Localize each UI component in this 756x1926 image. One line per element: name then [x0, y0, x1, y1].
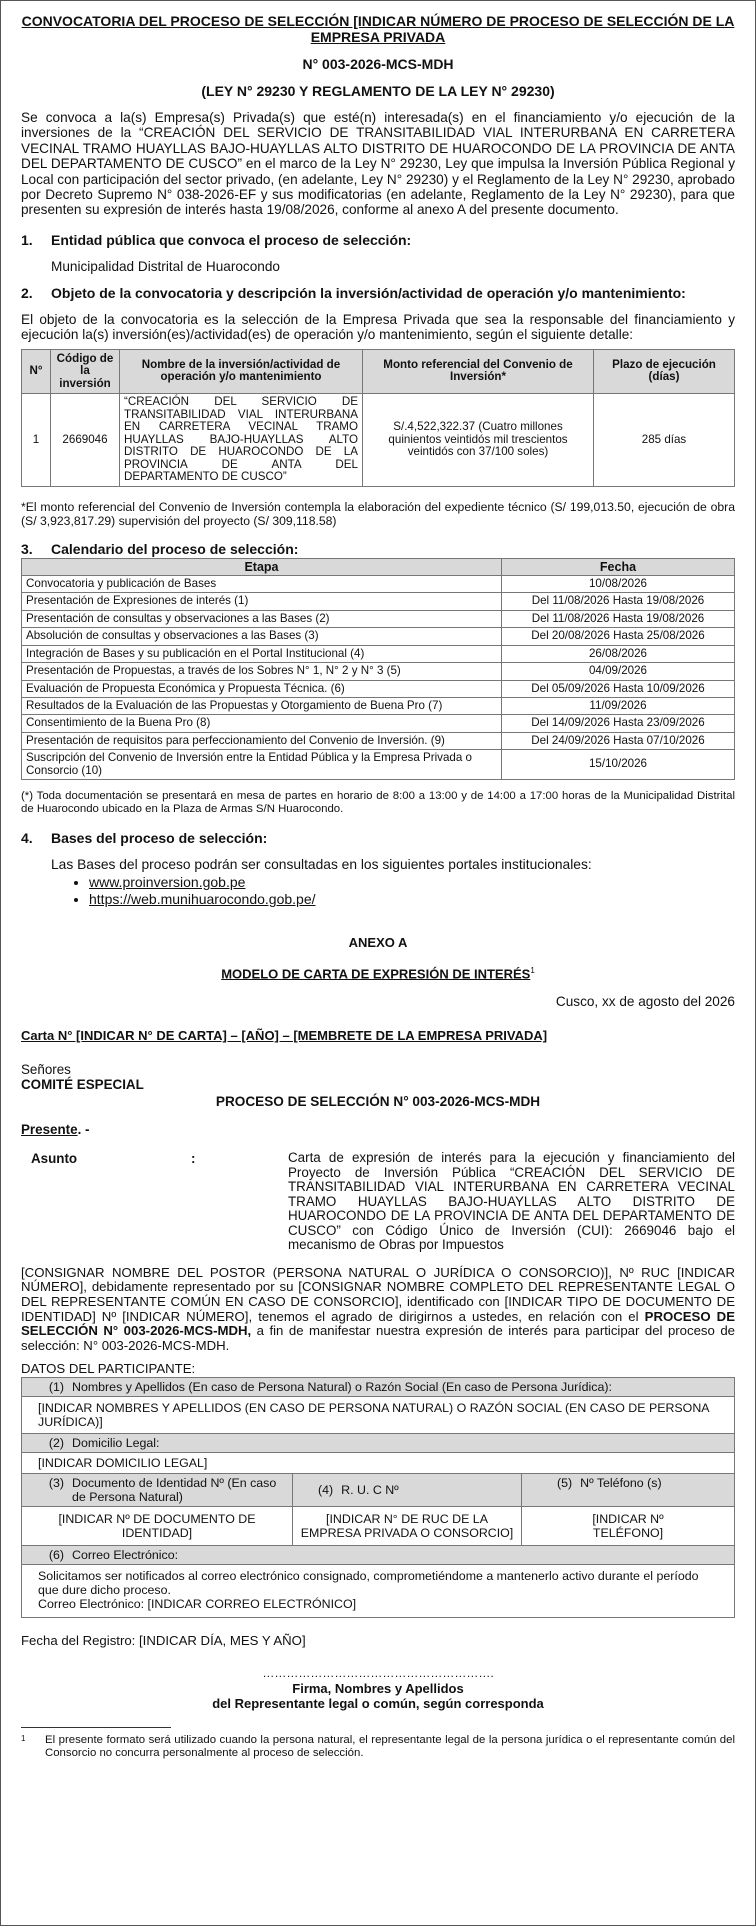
participant-row [22, 1378, 735, 1397]
participant-row [22, 1474, 735, 1507]
field-label: Nº Teléfono (s) [580, 1476, 662, 1491]
field-3-label-cell [22, 1474, 293, 1507]
intro-paragraph: Se convoca a la(s) Empresa(s) Privada(s) que esté(n) interesada(s) en el financiamiento y/o ejecución de la inversiones de la “CREACIÓN DEL SERVICIO DE TRANSITABILIDAD VIAL INTERURBANA EN CARRETERA VECINAL TRAMO HUAYLLAS BAJO-HUAYLLAS ALTO DISTRITO DE HUAROCONDO DE LA PROVINCIA DE ANTA DEL DEPARTAMENTO DE CUSCO” en el marco de la Ley N° 29230, Ley que impulsa la Inversión Pública Regional y Local con participación del sector privado, (en adelante, Ley N° 29230) y el Reglamento de la Ley N° 29230, aprobado por Decreto Supremo N° 038-2026-EF y sus modificatorias (en adelante, Reglamento de la Ley N° 29230), para que presenten su expresión de interés hasta 19/08/2026, conforme al anexo A del presente documento. [21, 110, 735, 218]
asunto-colon: : [191, 1151, 196, 1167]
field-3-value: [INDICAR Nº DE DOCUMENTO DE IDENTIDAD] [22, 1507, 293, 1546]
calendar-rows [22, 576, 735, 780]
cell-date: Del 24/09/2026 Hasta 07/10/2026 [502, 732, 735, 749]
signature-role: del Representante legal o común, según corresponda [212, 1696, 544, 1712]
field-number: (3) [48, 1476, 64, 1491]
asunto-block [21, 1151, 735, 1253]
document-title: CONVOCATORIA DEL PROCESO DE SELECCIÓN [INDICAR NÚMERO DE PROCESO DE SELECCIÓN DE LA EMPRESA PRIVADA [21, 13, 735, 45]
section-4-heading [21, 830, 735, 846]
cell-term: 285 días [594, 394, 735, 487]
table-row [22, 593, 735, 610]
salutation: Señores [21, 1062, 71, 1078]
table-header-row [22, 558, 735, 575]
field-6-label [27, 1548, 729, 1562]
asunto-text: Carta de expresión de interés para la ejecución y financiamiento del Proyecto de Inversión Pública “CREACIÓN DEL SERVICIO DE TRANSITABILIDAD VIAL INTERURBANA EN CARRETERA VECINAL TRAMO HUAYLLAS BAJO-HUAYLLAS ALTO DISTRITO DE HUAROCONDO DE LA PROVINCIA DE ANTA DEL DEPARTAMENTO DE CUSCO” con Código Único de Inversión (CUI): 2669046 bajo el mecanismo de Obras por Impuestos [288, 1150, 735, 1253]
col-number: N° [22, 349, 51, 394]
participant-row [22, 1453, 735, 1474]
col-amount: Monto referencial del Convenio de Inversión* [363, 349, 594, 394]
field-6-value-cell [22, 1565, 735, 1618]
section-number: 2. [21, 284, 33, 301]
cell-stage: Resultados de la Evaluación de las Propuestas y Otorgamiento de Buena Pro (7) [22, 697, 502, 714]
col-term: Plazo de ejecución (días) [594, 349, 735, 394]
section-2-heading [21, 285, 735, 301]
cell-stage: Integración de Bases y su publicación en el Portal Institucional (4) [22, 645, 502, 662]
cell-date: 11/09/2026 [502, 697, 735, 714]
field-label: Correo Electrónico: [72, 1548, 179, 1563]
place-date: Cusco, xx de agosto del 2026 [555, 994, 735, 1010]
letter-body-part-a: [CONSIGNAR NOMBRE DEL POSTOR (PERSONA NATURAL O JURÍDICA O CONSORCIO)], Nº RUC [INDICAR NÚMERO], debidamente representado por su [CONSIGNAR NOMBRE COMPLETO DEL REPRESENTANTE LEGAL O DEL REPRESENTANTE COMÚN EN CASO DE CONSORCIO], identificado con [INDICAR TIPO DE DOCUMENTO DE IDENTIDAD] Nº [INDICAR NÚMERO], tenemos el agrado de dirigirnos a ustedes, en relación con el [21, 1264, 735, 1324]
participant-row [22, 1565, 735, 1618]
footnote-text: El presente formato será utilizado cuando la persona natural, el representante legal de la persona jurídica o el representante común del Consorcio no concurra personalmente al proceso de selección. [45, 1734, 735, 1760]
cell-code: 2669046 [51, 394, 120, 487]
table-header-row [22, 349, 735, 394]
cell-amount: S/.4,522,322.37 (Cuatro millones quinientos veintidós mil trescientos veintidós con 37/100 soles) [363, 394, 594, 487]
cell-date: Del 20/08/2026 Hasta 25/08/2026 [502, 628, 735, 645]
field-5-label [527, 1476, 729, 1490]
section-4-body: Las Bases del proceso podrán ser consultadas en los siguientes portales institucionales: [51, 856, 592, 872]
col-stage: Etapa [22, 558, 502, 575]
law-reference: (LEY N° 29230 Y REGLAMENTO DE LA LEY N° 29230) [201, 83, 555, 99]
cell-stage: Absolución de consultas y observaciones a las Bases (3) [22, 628, 502, 645]
cell-stage: Presentación de requisitos para perfeccionamiento del Convenio de Inversión. (9) [22, 732, 502, 749]
cell-stage: Evaluación de Propuesta Económica y Propuesta Técnica. (6) [22, 680, 502, 697]
footnote-marker: 1 [530, 965, 535, 975]
list-item [89, 891, 735, 908]
cell-number: 1 [22, 394, 51, 487]
section-1-heading [21, 232, 735, 248]
cell-stage: Presentación de consultas y observaciones a las Bases (2) [22, 610, 502, 627]
field-5-value: [INDICAR Nº TELÉFONO] [522, 1507, 735, 1546]
section-title: Objeto de la convocatoria y descripción la inversión/actividad de operación y/o mantenimiento: [51, 284, 686, 301]
cell-stage: Suscripción del Convenio de Inversión entre la Entidad Pública y la Empresa Privada o Consorcio (10) [22, 750, 502, 780]
cell-date: 04/09/2026 [502, 663, 735, 680]
participant-row [22, 1397, 735, 1434]
field-5-label-cell [522, 1474, 735, 1507]
field-2-label [27, 1436, 729, 1450]
col-date: Fecha [502, 558, 735, 575]
col-name: Nombre de la inversión/actividad de operación y/o mantenimiento [120, 349, 363, 394]
field-label: R. U. C Nº [341, 1483, 399, 1498]
cell-date: 10/08/2026 [502, 576, 735, 593]
cell-stage: Convocatoria y publicación de Bases [22, 576, 502, 593]
presente-line [21, 1122, 735, 1137]
munihuarocondo-link[interactable]: https://web.munihuarocondo.gob.pe/ [89, 890, 316, 907]
letter-reference: Carta N° [INDICAR N° DE CARTA] – [AÑO] – [MEMBRETE DE LA EMPRESA PRIVADA] [21, 1028, 548, 1044]
field-number: (6) [48, 1548, 64, 1563]
table-row [22, 715, 735, 732]
field-number: (1) [48, 1380, 64, 1395]
section-2-body: El objeto de la convocatoria es la selección de la Empresa Privada que sea la responsable del financiamiento y ejecución la(s) inversión(es)/actividad(es) de operación y/o mantenimiento, según el siguiente detalle: [21, 311, 735, 343]
asunto-label: Asunto [31, 1151, 78, 1167]
email-commitment: Solicitamos ser notificados al correo electrónico consignado, comprometiéndome a mantenerlo activo durante el período que dure dicho proceso. [38, 1569, 699, 1598]
table-row [22, 394, 735, 487]
presente-text: Presente [21, 1122, 78, 1138]
field-label: Documento de Identidad Nº (En caso de Persona Natural) [72, 1476, 277, 1505]
participant-table [21, 1377, 735, 1618]
participant-heading: DATOS DEL PARTICIPANTE: [21, 1361, 196, 1377]
signature-name: Firma, Nombres y Apellidos [292, 1681, 464, 1697]
cell-stage: Presentación de Expresiones de interés (1) [22, 593, 502, 610]
field-4-value: [INDICAR N° DE RUC DE LA EMPRESA PRIVADA O CONSORCIO] [293, 1507, 522, 1546]
field-1-label [27, 1380, 729, 1394]
field-3-label [27, 1476, 287, 1504]
process-number: N° 003-2026-MCS-MDH [302, 56, 454, 72]
calendar-table [21, 558, 735, 780]
section-title: Bases del proceso de selección: [51, 829, 268, 846]
table-row [22, 663, 735, 680]
table-row [22, 732, 735, 749]
annex-subtitle [21, 963, 735, 981]
table-row [22, 576, 735, 593]
participant-row [22, 1507, 735, 1546]
list-item [89, 874, 735, 891]
cell-date: 15/10/2026 [502, 750, 735, 780]
section-number: 1. [21, 231, 33, 248]
field-number: (5) [557, 1476, 573, 1491]
footnote-number: 1 [21, 1734, 26, 1744]
cell-date: Del 11/08/2026 Hasta 19/08/2026 [502, 593, 735, 610]
amount-note: *El monto referencial del Convenio de Inversión contempla la elaboración del expediente técnico (S/ 199,013.50, ejecución de obra (S/ 3,923,817.29) supervisión del proyecto (S/ 309,118.58) [21, 499, 735, 528]
participant-row [22, 1434, 735, 1453]
field-2-value: [INDICAR DOMICILIO LEGAL] [22, 1453, 735, 1474]
registration-date: Fecha del Registro: [INDICAR DÍA, MES Y AÑO] [21, 1633, 306, 1649]
annex-subtitle-text: MODELO DE CARTA DE EXPRESIÓN DE INTERÉS [221, 966, 531, 982]
letter-body-process: PROCESO DE SELECCIÓN N° 003-2026-MCS-MDH, [21, 1308, 736, 1339]
col-code: Código de la inversión [51, 349, 120, 394]
annex-title: ANEXO A [348, 934, 408, 950]
signature-line: …………………………………………………. [262, 1666, 494, 1681]
table-row [22, 750, 735, 780]
portal-links [21, 874, 735, 908]
section-title: Calendario del proceso de selección: [51, 540, 299, 557]
field-label: Nombres y Apellidos (En caso de Persona Natural) o Razón Social (En caso de Persona Jurídica): [72, 1380, 612, 1395]
footnote [21, 1734, 735, 1760]
cell-name: “CREACIÓN DEL SERVICIO DE TRANSITABILIDAD VIAL INTERURBANA EN CARRETERA VECINAL TRAMO HUAYLLAS BAJO-HUAYLLAS ALTO DISTRITO DE HUAROCONDO DE LA PROVINCIA DE ANTA DEL DEPARTAMENTO DE CUSCO” [120, 394, 363, 487]
section-1-body: Municipalidad Distrital de Huarocondo [51, 258, 280, 274]
table-row [22, 680, 735, 697]
field-1-value: [INDICAR NOMBRES Y APELLIDOS (EN CASO DE PERSONA NATURAL) O RAZÓN SOCIAL (EN CASO DE PERSONA JURÍDICA)] [22, 1397, 735, 1434]
cell-date: Del 11/08/2026 Hasta 19/08/2026 [502, 610, 735, 627]
cell-date: Del 05/09/2026 Hasta 10/09/2026 [502, 680, 735, 697]
section-title: Entidad pública que convoca el proceso de selección: [51, 231, 412, 248]
committee: COMITÉ ESPECIAL [21, 1077, 144, 1093]
letter-body-part-b: a fin de manifestar nuestra expresión de interés para participar del proceso de selección: N° 003-2026-MCS-MDH. [21, 1323, 736, 1353]
field-4-label-cell [293, 1474, 522, 1507]
footnote-divider [21, 1727, 171, 1728]
participant-row [22, 1546, 735, 1565]
table-row [22, 697, 735, 714]
section-number: 4. [21, 829, 33, 846]
table-row [22, 610, 735, 627]
table-row [22, 628, 735, 645]
field-number: (2) [48, 1436, 64, 1451]
cell-stage: Consentimiento de la Buena Pro (8) [22, 715, 502, 732]
field-4-label [298, 1483, 516, 1497]
presente-suffix: . - [77, 1122, 90, 1138]
field-1-label-cell [22, 1378, 735, 1397]
field-2-label-cell [22, 1434, 735, 1453]
letter-body [21, 1266, 735, 1354]
table-row [22, 645, 735, 662]
section-number: 3. [21, 540, 33, 557]
cell-date: 26/08/2026 [502, 645, 735, 662]
calendar-note: (*) Toda documentación se presentará en mesa de partes en horario de 8:00 a 13:00 y de 14:00 a 17:00 horas de la Municipalidad Distrital de Huarocondo ubicado en la Plaza de Armas S/N Huarocondo. [21, 789, 735, 815]
cell-stage: Presentación de Propuestas, a través de los Sobres N° 1, N° 2 y N° 3 (5) [22, 663, 502, 680]
field-label: Domicilio Legal: [72, 1436, 160, 1451]
section-3-heading [21, 541, 735, 557]
field-6-label-cell [22, 1546, 735, 1565]
proinversion-link[interactable]: www.proinversion.gob.pe [89, 873, 246, 890]
field-number: (4) [318, 1483, 334, 1498]
process-heading: PROCESO DE SELECCIÓN N° 003-2026-MCS-MDH [215, 1094, 541, 1110]
investment-table [21, 349, 735, 487]
cell-date: Del 14/09/2026 Hasta 23/09/2026 [502, 715, 735, 732]
email-value: Correo Electrónico: [INDICAR CORREO ELECTRÓNICO] [38, 1597, 357, 1612]
